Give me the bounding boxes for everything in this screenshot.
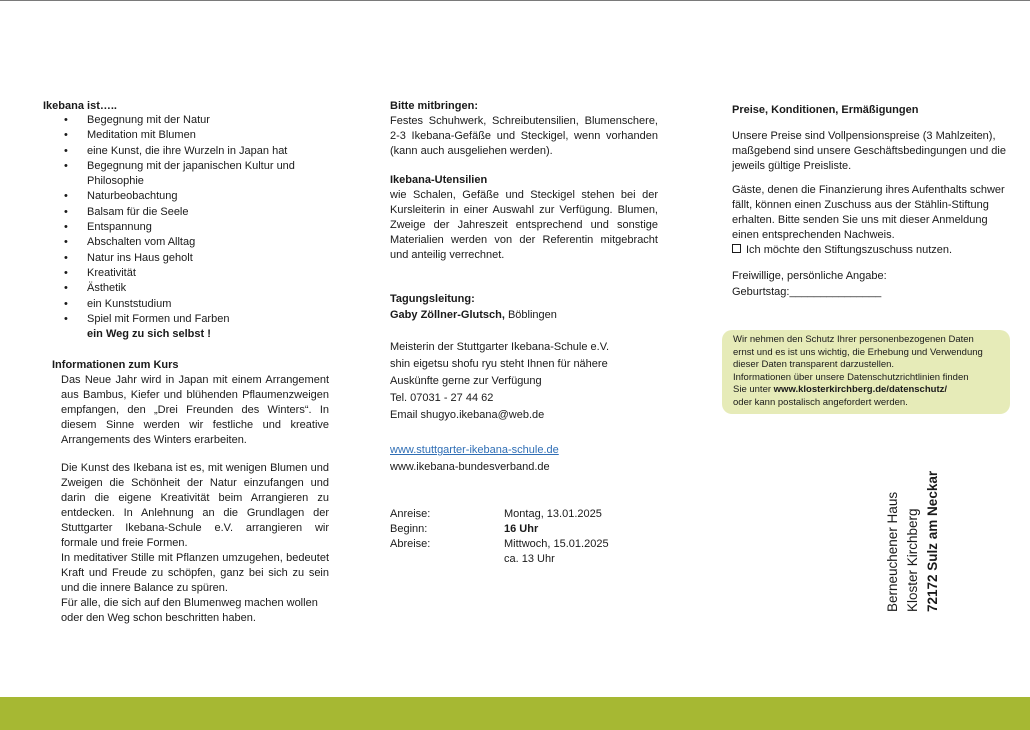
- privacy-line: oder kann postalisch angefordert werden.: [733, 396, 908, 408]
- lead-info: Meisterin der Stuttgarter Ikebana-Schule e.V.: [390, 341, 610, 353]
- bring-heading: Bitte mitbringen:: [390, 100, 478, 112]
- list-item: • Begegnung mit der japanischen Kultur und Philosophie: [62, 159, 317, 190]
- lead-line: [390, 308, 557, 323]
- list-item: • Natur ins Haus geholt: [62, 251, 317, 266]
- birthday-field[interactable]: Geburtstag:_______________: [732, 286, 882, 298]
- lead-city: Böblingen: [504, 309, 557, 321]
- departure-label: Abreise:: [390, 538, 431, 550]
- email: Email shugyo.ikebana@web.de: [390, 409, 545, 421]
- bullet-tail: ein Weg zu sich selbst !: [87, 328, 211, 340]
- subsidy-checkbox-label: Ich möchte den Stiftungszuschuss nutzen.: [746, 244, 953, 256]
- lead-info: shin eigetsu shofu ryu steht Ihnen für nähere: [390, 358, 608, 370]
- bottom-color-bar: [0, 697, 1030, 730]
- lead-info: Auskünfte gerne zur Verfügung: [390, 375, 542, 387]
- price-heading: Preise, Konditionen, Ermäßigungen: [732, 104, 919, 116]
- voluntary-label: Freiwillige, persönliche Angabe:: [732, 270, 887, 282]
- tools-text: wie Schalen, Gefäße und Steckigel stehen bei der Kursleiterin in einer Auswahl zur Verfügung. Blumen, Zweige der Jahreszeit entsprechend und sonstige Materialien werden von der Referentin mitgebracht und anteilig verrechnet.: [390, 189, 658, 261]
- list-item: • Abschalten vom Alltag: [62, 235, 317, 250]
- subsidy-text: Gäste, denen die Finanzierung ihres Aufenthalts schwer fällt, können einen Zuschuss aus der Stählin-Stiftung erhalten. Bitte senden Sie uns mit dieser Anmeldung einen entsprechenden Nachweis.: [732, 184, 1005, 241]
- list-item: • Begegnung mit der Natur: [62, 113, 317, 128]
- list-item: • Meditation mit Blumen: [62, 128, 317, 143]
- address-block: [883, 471, 943, 612]
- departure-value: Mittwoch, 15.01.2025: [504, 538, 609, 550]
- privacy-text: [733, 334, 983, 410]
- privacy-line: [733, 384, 983, 397]
- list-item: • Entspannung: [62, 220, 317, 235]
- top-border: [0, 0, 1030, 1]
- privacy-url[interactable]: www.klosterkirchberg.de/datenschutz/: [773, 384, 948, 396]
- course-paragraph: In meditativer Stille mit Pflanzen umzugehen, bedeutet Kraft und Freude zu schöpfen, ganz bei sich zu sein und die innere Balance zu spüren.: [61, 552, 329, 594]
- course-paragraph: Das Neue Jahr wird in Japan mit einem Arrangement aus Bambus, Kiefer und blühenden Pflaumenzweigen empfangen, den „Drei Freunden des Winters“. In diesem Sinne werden wir festliche und kreative Arrangements des Winters erarbeiten.: [61, 374, 329, 446]
- school-website-link[interactable]: www.stuttgarter-ikebana-schule.de: [390, 444, 559, 456]
- start-label: Beginn:: [390, 523, 428, 535]
- privacy-line: dieser Daten transparent darzustellen.: [733, 359, 895, 371]
- list-item: • Kreativität: [62, 266, 317, 281]
- ikebana-heading: Ikebana ist…..: [43, 100, 117, 112]
- lead-heading: Tagungsleitung:: [390, 293, 475, 305]
- arrival-label: Anreise:: [390, 508, 431, 520]
- list-item: • Balsam für die Seele: [62, 205, 317, 220]
- bring-text: Festes Schuhwerk, Schreibutensilien, Blumenschere, 2-3 Ikebana-Gefäße und Steckigel, wenn vorhanden (kann auch ausgeliehen werden).: [390, 115, 658, 157]
- ikebana-bullet-list: [62, 113, 317, 327]
- list-item: • Spiel mit Formen und Farben: [62, 312, 317, 327]
- list-item: • Naturbeobachtung: [62, 189, 317, 204]
- course-info-heading: Informationen zum Kurs: [52, 359, 179, 371]
- course-paragraph: Die Kunst des Ikebana ist es, mit wenigen Blumen und Zweigen die Schönheit der Natur einzufangen und darin die eigene Kreativität beim Arrangieren zu entdecken. In Anlehnung an die Grundlagen der Stuttgarter Ikebana-Schule e.V. arrangieren wir formale und freie Formen.: [61, 462, 329, 549]
- start-value: 16 Uhr: [504, 523, 539, 535]
- list-item: • ein Kunststudium: [62, 297, 317, 312]
- list-item: • eine Kunst, die ihre Wurzeln in Japan hat: [62, 144, 317, 159]
- departure-time: ca. 13 Uhr: [504, 553, 555, 565]
- subsidy-checkbox[interactable]: [732, 244, 741, 253]
- arrival-value: Montag, 13.01.2025: [504, 508, 602, 520]
- address-line: Kloster Kirchberg: [905, 508, 920, 612]
- privacy-line: ernst und es ist uns wichtig, die Erhebung und Verwendung: [733, 346, 983, 358]
- address-line: Berneuchener Haus: [885, 491, 900, 612]
- address-line: 72172 Sulz am Neckar: [925, 470, 940, 612]
- privacy-prefix: Sie unter: [733, 384, 774, 396]
- course-paragraph: Für alle, die sich auf den Blumenweg machen wollen oder den Weg schon beschritten haben.: [61, 597, 318, 624]
- phone: Tel. 07031 - 27 44 62: [390, 392, 494, 404]
- privacy-line: Informationen über unsere Datenschutzrichtlinien finden: [733, 371, 969, 383]
- privacy-line: Wir nehmen den Schutz Ihrer personenbezogenen Daten: [733, 334, 974, 345]
- federation-website: www.ikebana-bundesverband.de: [390, 461, 550, 473]
- subsidy-option[interactable]: [732, 243, 952, 258]
- price-text: Unsere Preise sind Vollpensionspreise (3 Mahlzeiten), maßgebend sind unsere Geschäftsbedingungen und die jeweils gültige Preisliste.: [732, 130, 1006, 172]
- lead-name: Gaby Zöllner-Glutsch,: [390, 309, 505, 321]
- tools-heading: Ikebana-Utensilien: [390, 174, 488, 186]
- list-item: • Ästhetik: [62, 281, 317, 296]
